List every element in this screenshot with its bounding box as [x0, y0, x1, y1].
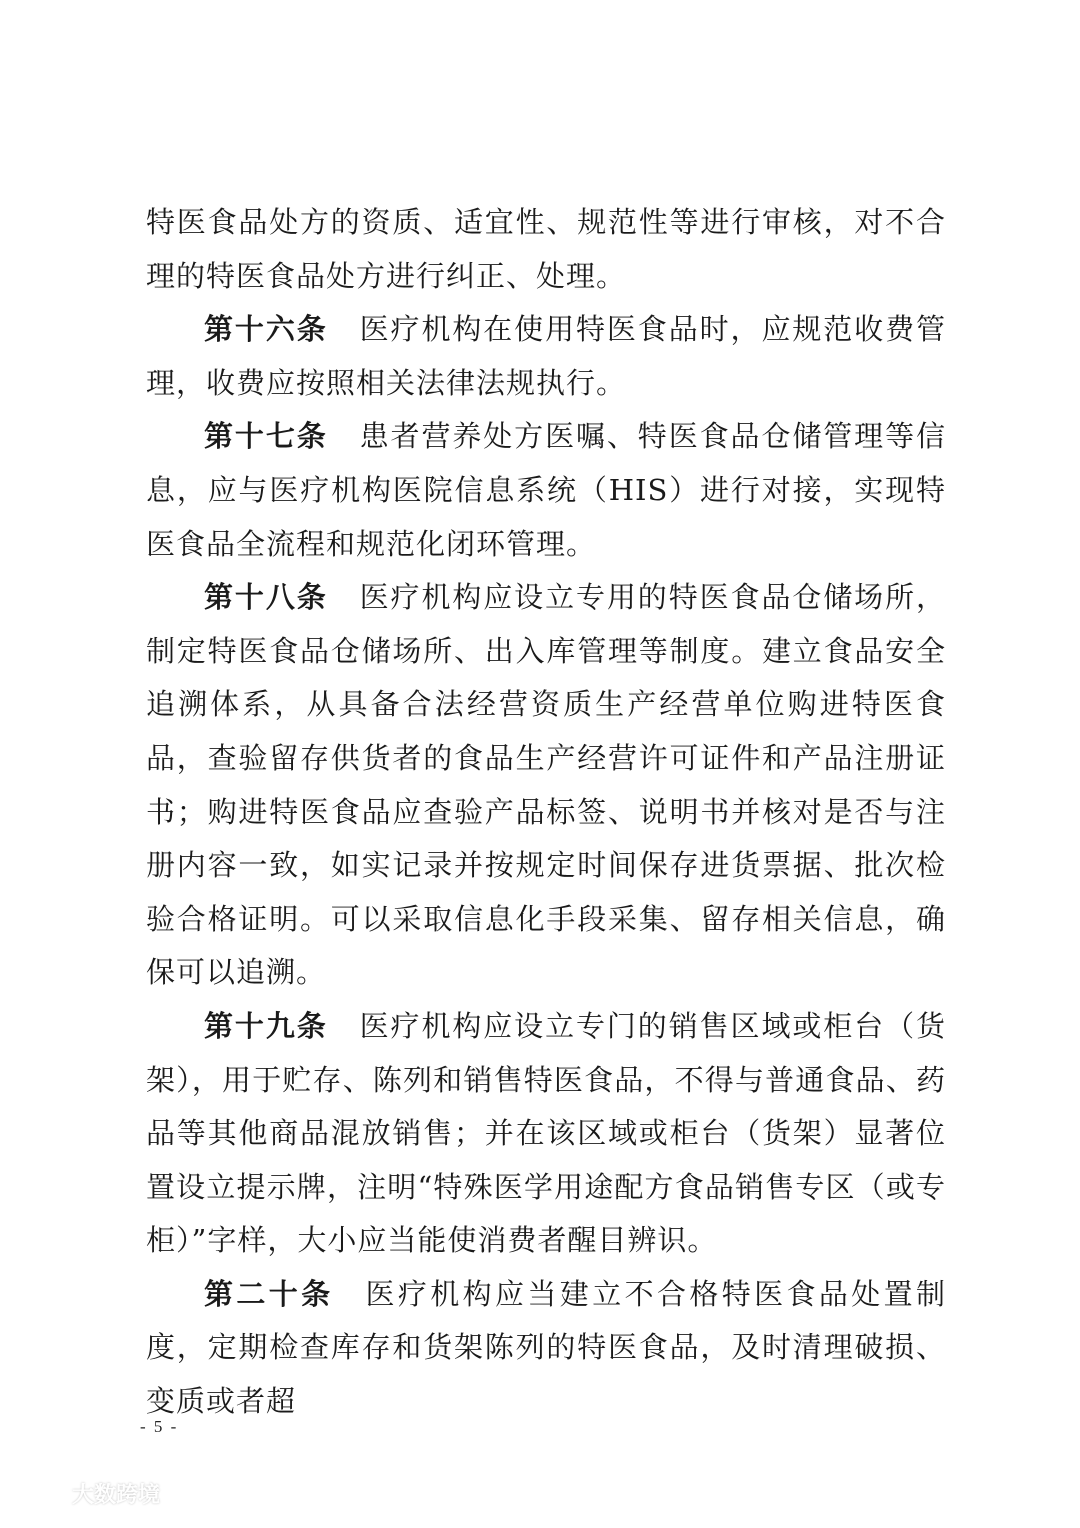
article-text: 患者营养处方医嘱、特医食品仓储管理等信息，应与医疗机构医院信息系统（HIS）进行对接，实现特医食品全流程和规范化闭环管理。 — [146, 419, 946, 561]
article-label: 第十六条 — [204, 312, 328, 347]
document-body — [146, 196, 946, 1429]
article-label: 第二十条 — [204, 1276, 334, 1311]
article-17 — [146, 410, 946, 571]
watermark-text: 大数跨境 — [72, 1483, 161, 1508]
paragraph-text: 特医食品处方的资质、适宜性、规范性等进行审核，对不合理的特医食品处方进行纠正、处理。 — [146, 205, 946, 293]
article-text: 医疗机构在使用特医食品时，应规范收费管理，收费应按照相关法律法规执行。 — [146, 312, 946, 400]
article-label: 第十七条 — [204, 419, 328, 454]
watermark-logo-icon — [10, 1480, 66, 1508]
paragraph-continuation — [146, 196, 946, 303]
article-text: 医疗机构应设立专门的销售区域或柜台（货架），用于贮存、陈列和销售特医食品，不得与普通食品、药品等其他商品混放销售；并在该区域或柜台（货架）显著位置设立提示牌，注明“特殊医学用途配方食品销售专区（或专柜）”字样，大小应当能使消费者醒目辨识。 — [146, 1008, 946, 1258]
article-19 — [146, 1000, 946, 1268]
page-number: - 5 - — [140, 1417, 179, 1436]
article-20 — [146, 1268, 946, 1429]
article-18 — [146, 571, 946, 1000]
article-16 — [146, 303, 946, 410]
article-text: 医疗机构应当建立不合格特医食品处置制度，定期检查库存和货架陈列的特医食品，及时清理破损、变质或者超 — [146, 1276, 946, 1419]
watermark — [10, 1478, 160, 1509]
article-label: 第十九条 — [204, 1008, 328, 1043]
article-label: 第十八条 — [204, 580, 328, 615]
article-text: 医疗机构应设立专用的特医食品仓储场所，制定特医食品仓储场所、出入库管理等制度。建立食品安全追溯体系，从具备合法经营资质生产经营单位购进特医食品，查验留存供货者的食品生产经营许可证件和产品注册证书；购进特医食品应查验产品标签、说明书并核对是否与注册内容一致，如实记录并按规定时间保存进货票据、批次检验合格证明。可以采取信息化手段采集、留存相关信息，确保可以追溯。 — [146, 580, 946, 990]
